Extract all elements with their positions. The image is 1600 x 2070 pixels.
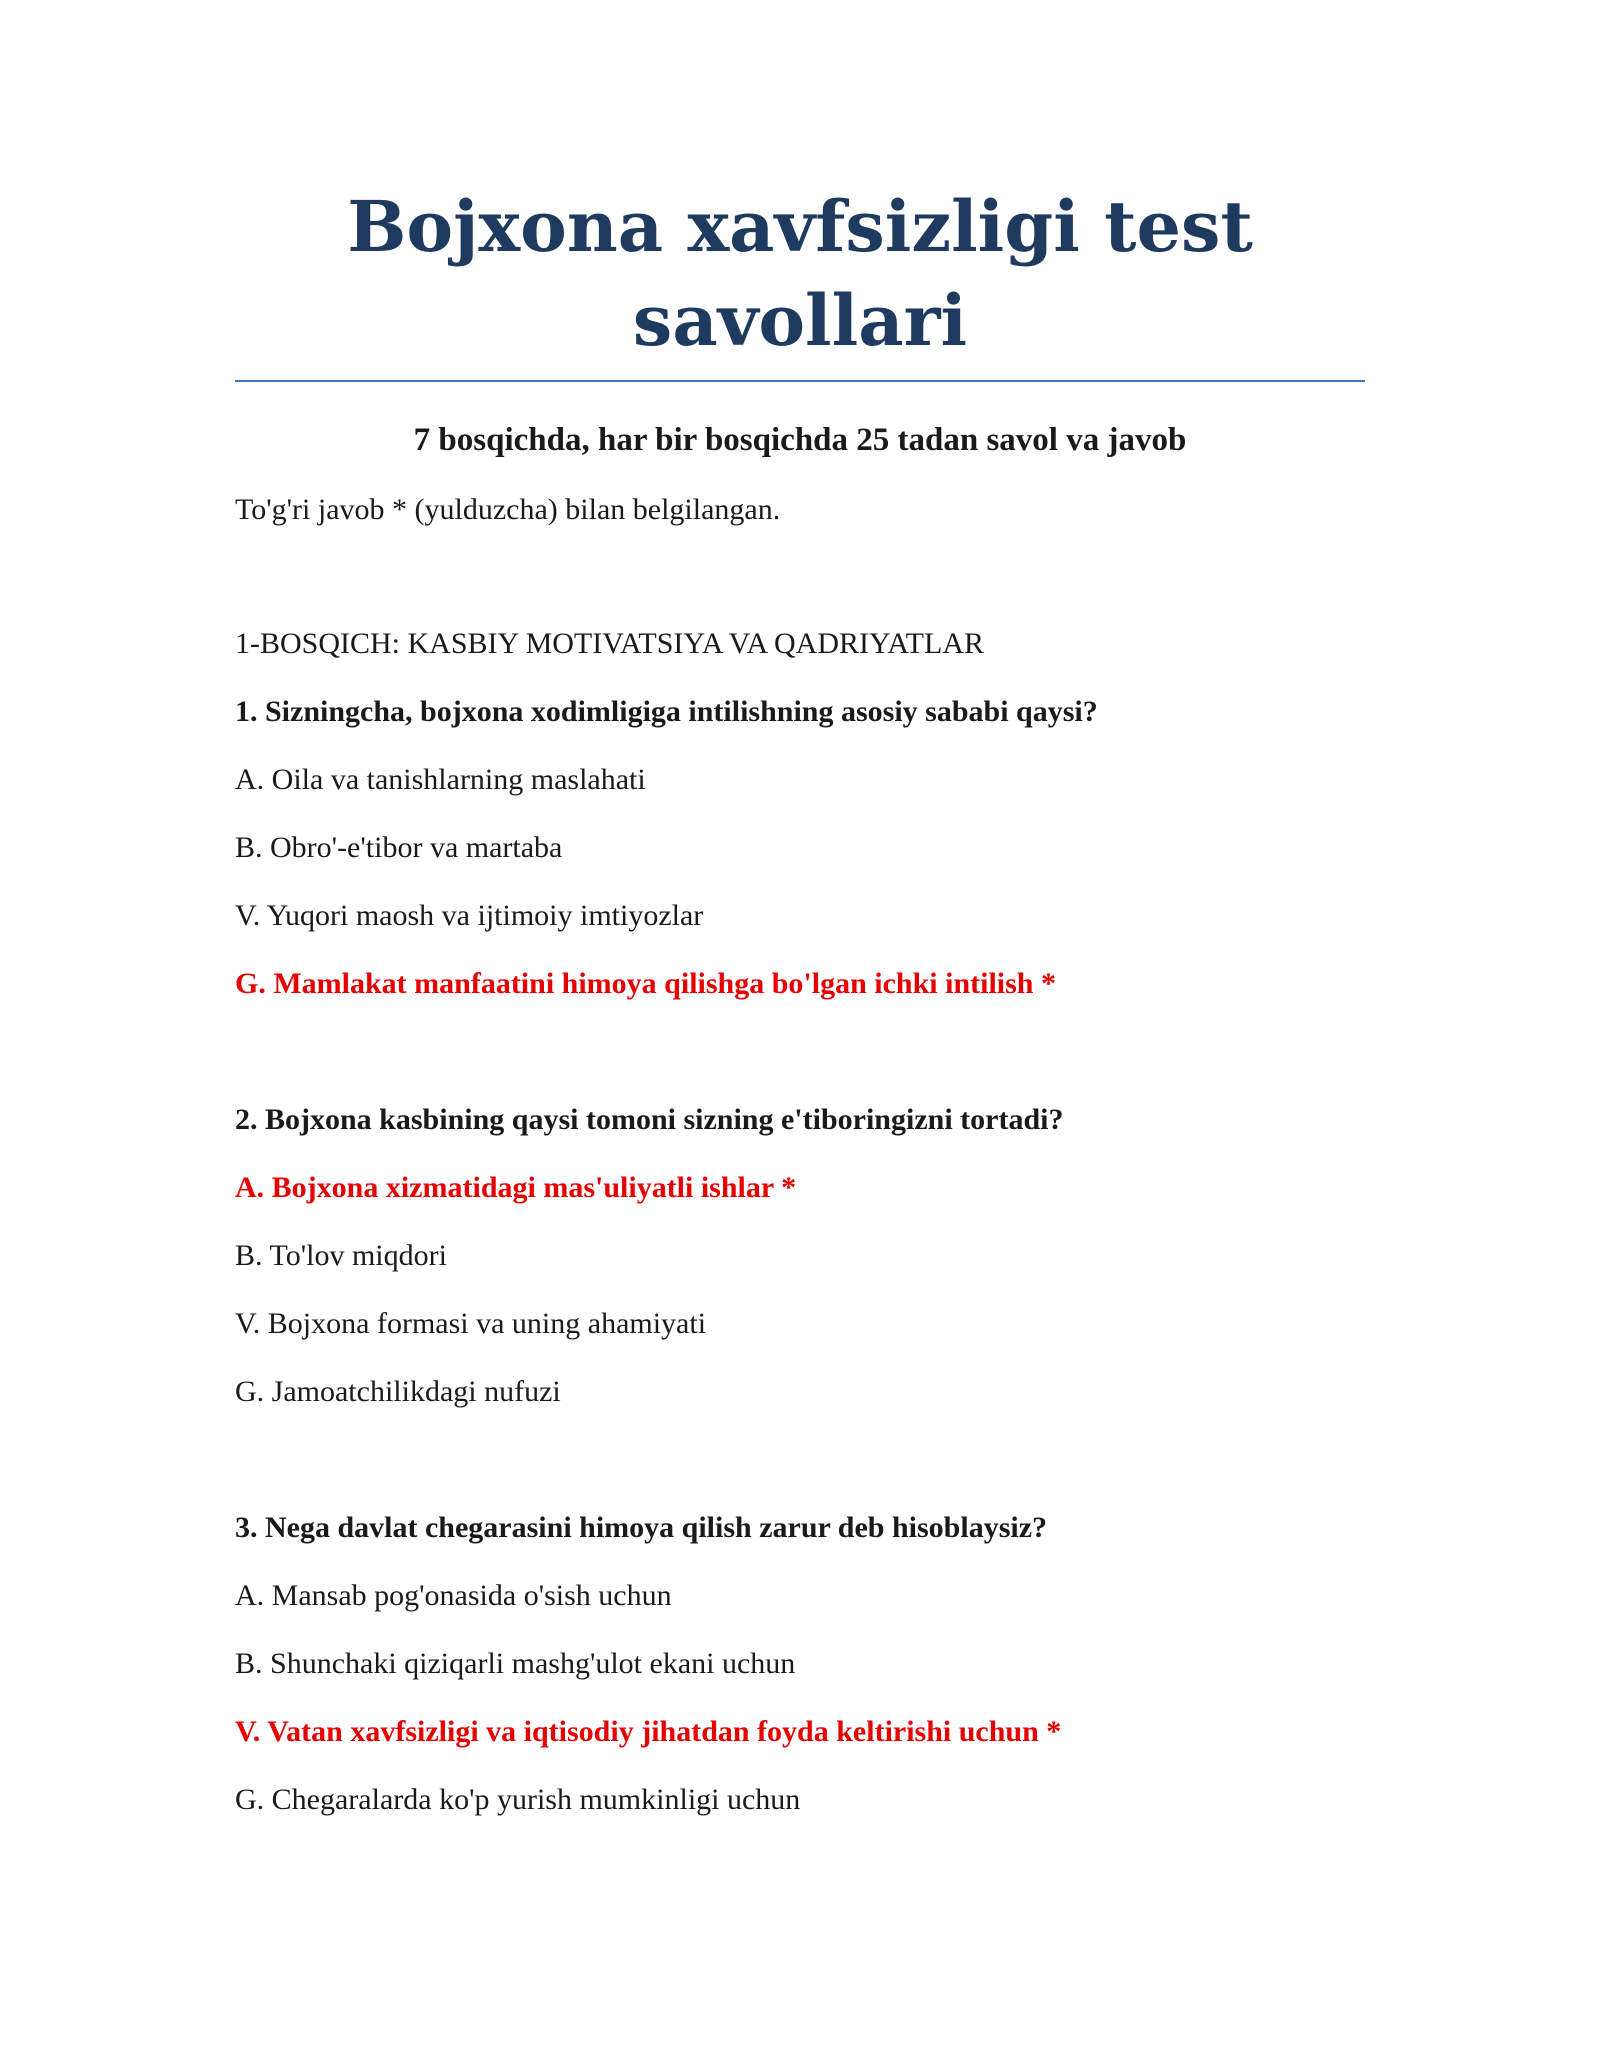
answer-key-note: To'g'ri javob * (yulduzcha) bilan belgilangan. [235, 493, 781, 526]
question-1 [235, 692, 1365, 1004]
question-2 [235, 1100, 1365, 1412]
answer-option: G. Jamoatchilikdagi nufuzi [235, 1375, 561, 1408]
answer-option: A. Mansab pog'onasida o'sish uchun [235, 1579, 672, 1612]
answer-option: V. Vatan xavfsizligi va iqtisodiy jihatdan foyda keltirishi uchun * [235, 1715, 1062, 1748]
answer-option: V. Yuqori maosh va ijtimoiy imtiyozlar [235, 899, 704, 932]
stage-heading: 1-BOSQICH: KASBIY MOTIVATSIYA VA QADRIYATLAR [235, 627, 984, 660]
document-page [235, 180, 1365, 1916]
document-title: Bojxona xavfsizligi test savollari [347, 185, 1253, 362]
answer-option: G. Mamlakat manfaatini himoya qilishga bo'lgan ichki intilish * [235, 967, 1056, 1000]
answer-option: B. Obro'-e'tibor va martaba [235, 831, 563, 864]
answer-option: V. Bojxona formasi va uning ahamiyati [235, 1307, 707, 1340]
answer-option: G. Chegaralarda ko'p yurish mumkinligi uchun [235, 1783, 801, 1816]
answer-option: B. Shunchaki qiziqarli mashg'ulot ekani uchun [235, 1647, 796, 1680]
document-subtitle: 7 bosqichda, har bir bosqichda 25 tadan savol va javob [413, 422, 1187, 458]
answer-option: B. To'lov miqdori [235, 1239, 447, 1272]
question-3 [235, 1508, 1365, 1820]
question-text: 1. Sizningcha, bojxona xodimligiga intilishning asosiy sababi qaysi? [235, 695, 1098, 728]
answer-option: A. Bojxona xizmatidagi mas'uliyatli ishlar * [235, 1171, 797, 1204]
title-divider [235, 380, 1365, 382]
question-text: 2. Bojxona kasbining qaysi tomoni sizning e'tiboringizni tortadi? [235, 1103, 1064, 1136]
question-text: 3. Nega davlat chegarasini himoya qilish zarur deb hisoblaysiz? [235, 1511, 1048, 1544]
answer-option: A. Oila va tanishlarning maslahati [235, 763, 646, 796]
